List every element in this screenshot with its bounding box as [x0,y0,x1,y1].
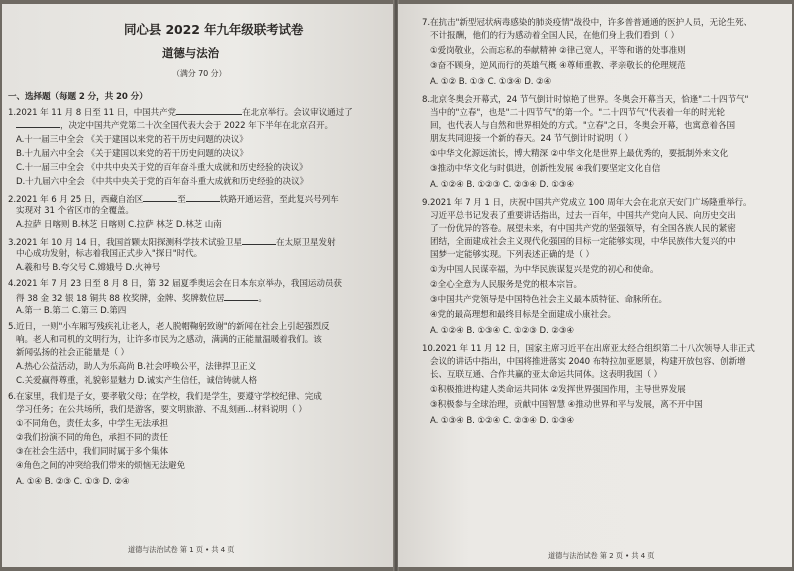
question-9-statement-4: ④党的最高理想和最终目标是全面建成小康社会。 [430,310,616,320]
question-9-statement-1: ①为中国人民谋幸福，为中华民族谋复兴是党的初心和使命。 [430,265,659,275]
question-10-line-2: 会议的讲话中指出，中国将推进落实 2040 布特拉加亚愿景，构建开放包容、创新增 [430,357,746,367]
question-3-line-1 [8,236,335,249]
question-5-line-3: 新闻弘扬的社会正能量是（ ） [16,348,130,358]
question-9-options: A. ①②④ B. ①③④ C. ①②③ D. ②③④ [430,326,575,336]
answer-blank [242,236,276,245]
question-1-option-d: D.十九届六中全会 《中共中央关于党的百年奋斗重大成就和历史经验的决议》 [16,177,309,187]
answer-blank [176,106,242,115]
question-5-options-2: C.关爱赢得尊重，礼貌彰显魅力 D.诚实产生信任，诚信铸就人格 [16,376,258,386]
question-9-line-2: 习近平总书记发表了重要讲话指出，过去一百年，中国共产党向人民、向历史交出 [430,211,736,221]
question-10-options: A. ①③④ B. ①②④ C. ②③④ D. ①③④ [430,416,575,426]
subject-title: 道德与法治 [162,46,219,60]
question-9-statement-2: ②全心全意为人民服务是党的根本宗旨。 [430,280,582,290]
question-10-line-3: 长、互联互通、合作共赢的亚太命运共同体。这表明我国（ ） [430,370,662,380]
question-10-statements-2: ③积极参与全球治理，贡献中国智慧 ④推动世界和平与发展，离不开中国 [430,400,703,410]
question-1-text-a: 1.2021 年 11 月 8 日至 11 日，中国共产党 [8,108,177,118]
question-1-text-b: 在北京举行。会议审议通过了 [242,108,353,118]
question-8-line-3: 回，也代表人与自然和世界相处的方式。"立春"之日，冬奥会开幕，也寓意着各国 [430,121,735,131]
question-1-option-b: B.十九届六中全会 《关于建国以来党的若干历史问题的决议》 [16,149,248,159]
question-2-options: A.拉萨 日喀则 B.林芝 日喀则 C.拉萨 林芝 D.林芝 山南 [16,220,222,230]
question-8-line-4: 朋友共同迎接一个新的春天。24 节气倒计时说明（ ） [430,134,633,144]
question-6-line-1: 6.在家里，我们是子女，要孝敬父母；在学校，我们是学生，要遵守学校纪律、完成 [8,392,322,402]
question-2-text-b: 至 [177,195,186,205]
question-1-text-c: ，决定中国共产党第二十次全国代表大会于 2022 年下半年在北京召开。 [60,121,334,131]
question-4-options: A.第一 B.第二 C.第三 D.第四 [16,306,127,316]
question-5-line-2: 响。老人和司机的文明行为，让许多市民为之感动，满满的正能量温暖着我们。该 [16,335,322,345]
question-3-text-b: 在太原卫星发射 [275,238,336,248]
score-note: （满分 70 分） [172,69,227,78]
question-6-options: A. ①④ B. ②③ C. ①③ D. ②④ [16,477,130,487]
question-2-line-1 [8,193,339,206]
answer-blank [186,193,220,202]
answer-blank [224,292,258,301]
question-3-options: A.羲和号 B.夸父号 C.嫦娥号 D.火神号 [16,263,161,273]
question-6-statement-3: ③在社会生活中，我们同时属于多个集体 [16,447,168,457]
question-3-text-a: 3.2021 年 10 月 14 日，我国首颗太阳探测科学技术试验卫星 [8,238,242,248]
question-1-line-2 [16,119,333,132]
question-8-line-1: 8.北京冬奥会开幕式，24 节气倒计时惊艳了世界。冬奥会开幕当天，恰逢"二十四节气" [422,95,749,105]
question-5-line-1: 5.近日，一则"小车厢写残疾礼让老人，老人脱帽鞠躬致谢"的新闻在社会上引起强烈反 [8,322,330,332]
question-3-line-2: 中心成功发射，标志着我国正式步入"探日"时代。 [16,249,203,259]
question-7-statements-2: ③奋不顾身，逆风而行的英雄气概 ④尊师重教、孝亲敬长的伦理规范 [430,61,686,71]
question-6-statement-1: ①不同角色，责任太多，中学生无法承担 [16,419,168,429]
question-9-line-5: 国梦一定能够实现。下列表述正确的是（ ） [430,250,595,260]
question-6-line-2: 学习任务；在公共场所，我们是游客，要文明旅游、不乱刻画...材料说明（ ） [16,405,307,415]
question-7-line-1: 7.在抗击"新型冠状病毒感染的肺炎疫情"战役中，许多普普通通的医护人员，无论生死、 [422,18,752,28]
question-9-line-4: 团结，全面建成社会主义现代化强国的目标一定能够实现，中华民族伟大复兴的中 [430,237,736,247]
question-2-text-c: 铁路开通运营，至此复兴号列车 [219,195,339,205]
question-7-options: A. ①② B. ①③ C. ①③④ D. ②④ [430,77,552,87]
question-7-line-2: 不计报酬，他们的行为感动着全国人民，在他们身上我们看到（ ） [430,31,679,41]
question-4-end: 。 [258,294,267,304]
question-2-line-2: 实现对 31 个省区市的全覆盖。 [16,206,134,216]
question-8-statements-2: ③推动中华文化与时俱进，创新性发展 ④我们要坚定文化自信 [430,164,661,174]
section-header: 一、选择题（每题 2 分，共 20 分） [8,92,148,102]
question-8-statements-1: ①中华文化源远流长，博大精深 ②中华文化是世界上最优秀的，要抵制外来文化 [430,149,729,159]
question-6-statement-2: ②我们扮演不同的角色，承担不同的责任 [16,433,168,443]
page-footer: 道德与法治试卷 第 1 页 • 共 4 页 [128,545,235,554]
question-1-option-a: A.十一届三中全会 《关于建国以来党的若干历史问题的决议》 [16,135,248,145]
question-4-line-2 [16,292,267,305]
question-9-statement-3: ③中国共产党领导是中国特色社会主义最本质特征、命脉所在。 [430,295,667,305]
page-footer: 道德与法治试卷 第 2 页 • 共 4 页 [548,551,655,560]
question-8-options: A. ①②④ B. ①②③ C. ②③④ D. ①③④ [430,180,575,190]
question-1-line-1 [8,106,353,119]
question-1-option-c: C.十一届三中全会 《中共中央关于党的百年奋斗重大成就和历史经验的决议》 [16,163,308,173]
question-7-statements-1: ①爱岗敬业，公而忘私的奉献精神 ②律己宽人，平等和谐的处事准则 [430,46,686,56]
answer-blank [16,119,60,128]
question-5-options-1: A.热心公益活动，助人为乐高尚 B.社会呼唤公平，法律捍卫正义 [16,362,257,372]
question-6-statement-4: ④角色之间的冲突给我们带来的烦恼无法避免 [16,461,185,471]
question-8-line-2: 当中的"立春"，也是"二十四节气"的第一个。"二十四节气"代表着一年的时光轮 [430,108,725,118]
question-4-line-1: 4.2021 年 7 月 23 日至 8 月 8 日，第 32 届夏季奥运会在日本东京举办，我国运动员获 [8,279,342,289]
question-4-text-b: 得 38 金 32 银 18 铜共 88 枚奖牌，金牌、奖牌数位居 [16,294,225,304]
question-9-line-3: 了一份优异的答卷。展望未来，有中国共产党的坚强领导，有全国各族人民的紧密 [430,224,736,234]
exam-title: 同心县 2022 年九年级联考试卷 [124,22,304,37]
question-10-line-1: 10.2021 年 11 月 12 日，国家主席习近平在出席亚太经合组织第二十八次领导人非正式 [422,344,755,354]
question-10-statements-1: ①积极推进构建人类命运共同体 ②发挥世界强国作用，主导世界发展 [430,385,686,395]
question-2-text-a: 2.2021 年 6 月 25 日，西藏自治区 [8,195,144,205]
question-9-line-1: 9.2021 年 7 月 1 日，庆祝中国共产党成立 100 周年大会在北京天安门广场隆重举行。 [422,198,752,208]
exam-page-2 [398,4,792,567]
exam-page-1 [2,4,394,567]
answer-blank [143,193,177,202]
